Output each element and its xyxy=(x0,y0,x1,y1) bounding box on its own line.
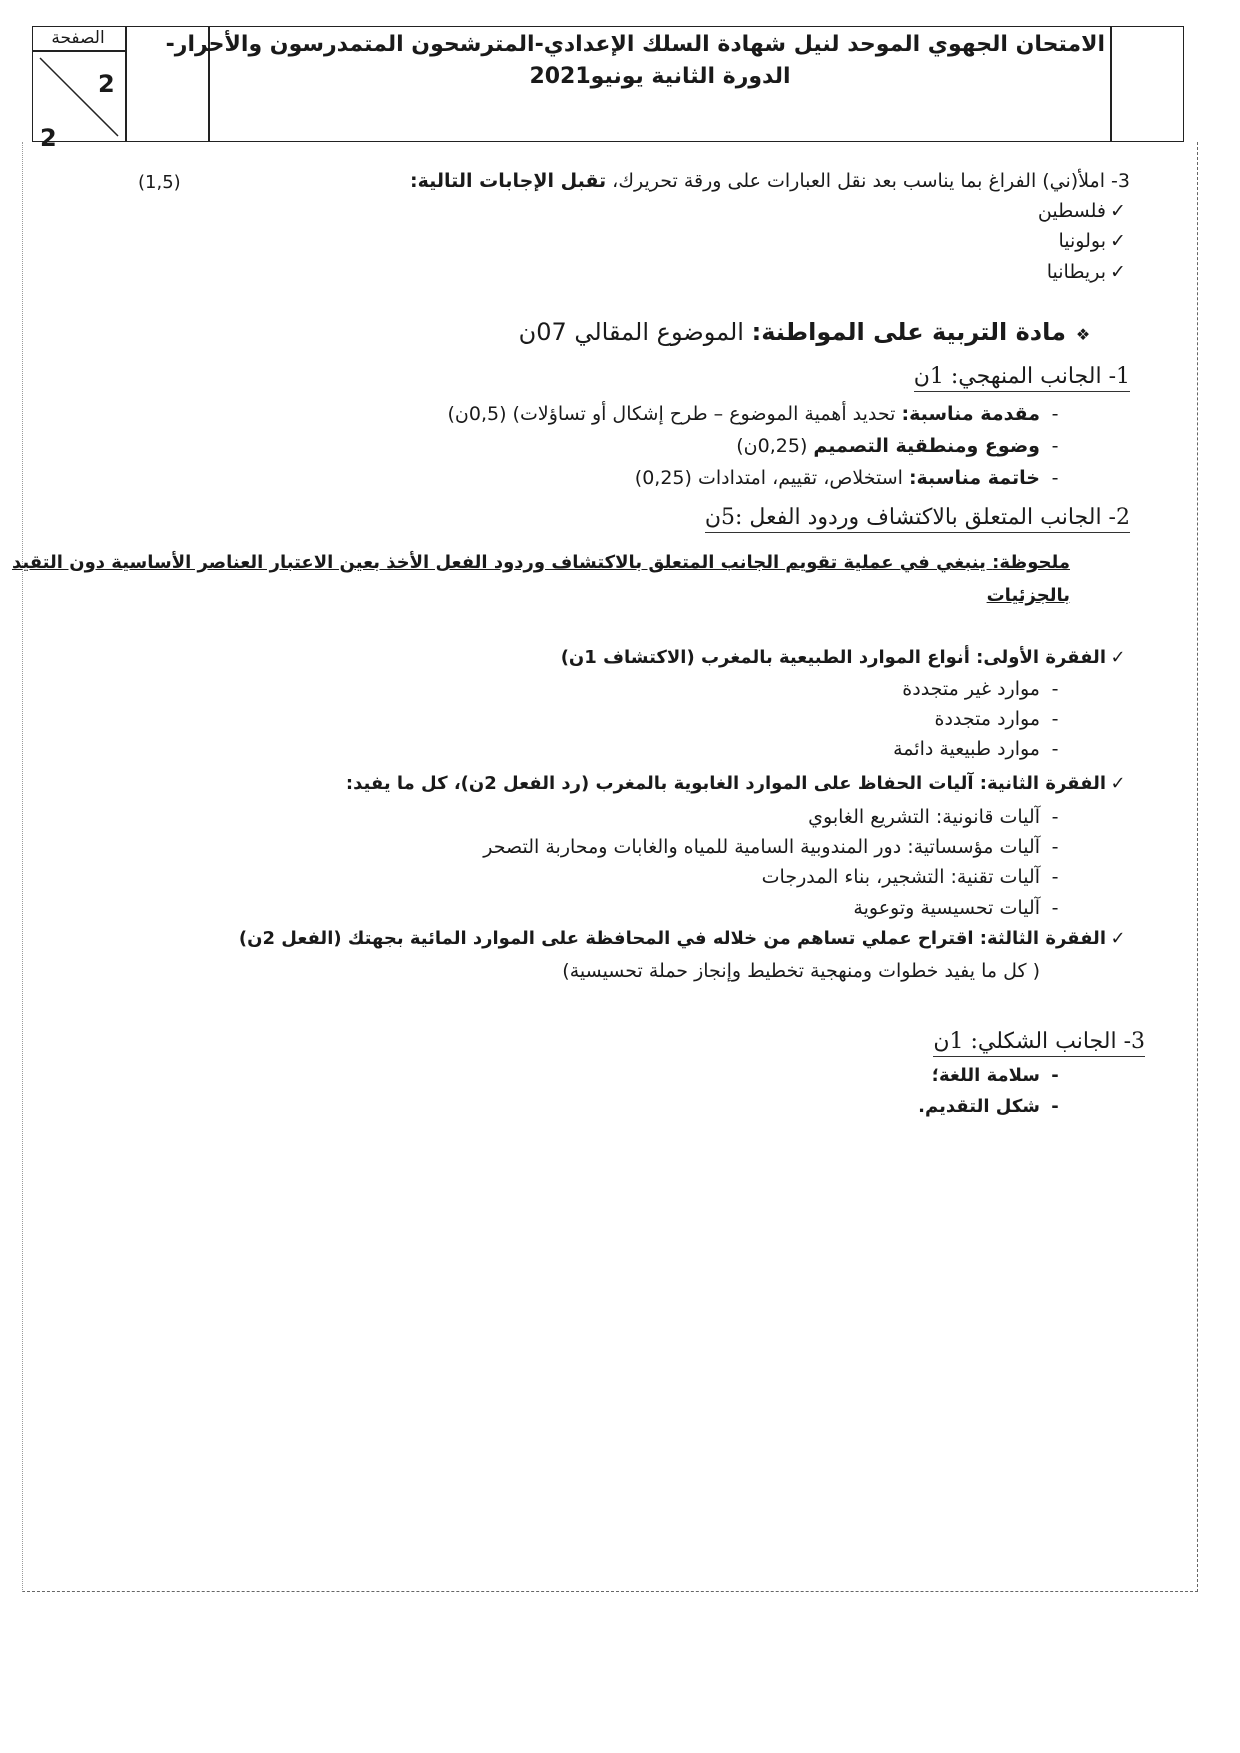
citizenship-title xyxy=(519,318,1100,346)
q3-instruction-bold: تقبل الإجابات التالية: xyxy=(409,170,607,192)
page-total-number: 2 xyxy=(40,124,57,152)
page-current-number: 2 xyxy=(98,70,115,98)
para2-item: -آليات تقنية: التشجير، بناء المدرجات xyxy=(761,866,1059,888)
formal-item: -سلامة اللغة؛ xyxy=(931,1065,1059,1086)
para2-title: ✓الفقرة الثانية: آليات الحفاظ على الموارد الغابوية بالمغرب (رد الفعل 2ن)، كل ما يفيد: xyxy=(346,773,1130,794)
methodology-heading: 1- الجانب المنهجي: 1ن xyxy=(914,364,1130,389)
q3-answer-item xyxy=(1047,261,1130,283)
check-icon: ✓ xyxy=(1110,230,1126,252)
para2-item: -آليات قانونية: التشريع الغابوي xyxy=(808,806,1059,828)
methodology-item: -وضوع ومنطقية التصميم (0,25ن) xyxy=(736,435,1059,457)
formal-heading: 3- الجانب الشكلي: 1ن xyxy=(933,1029,1145,1054)
para1-item: -موارد متجددة xyxy=(934,708,1059,730)
header-divider-right xyxy=(1110,26,1112,142)
para1-item: -موارد غير متجددة xyxy=(902,678,1059,700)
methodology-item: -مقدمة مناسبة: تحديد أهمية الموضوع – طرح إشكال أو تساؤلات) (0,5ن) xyxy=(447,403,1059,425)
note-line1: ينبغي في عملية تقويم الجانب المتعلق بالاكتشاف وردود الفعل الأخذ بعين الاعتبار العناصر الأساسية دون التقيد xyxy=(11,552,993,573)
q3-answer: بولونيا xyxy=(1058,230,1106,252)
note-label: ملحوظة: xyxy=(992,552,1070,573)
exam-session: الدورة الثانية يونيو2021 xyxy=(529,64,791,89)
para1-item: -موارد طبيعية دائمة xyxy=(893,738,1059,760)
para3-note: ( كل ما يفيد خطوات ومنهجية تخطيط وإنجاز حملة تحسيسية) xyxy=(562,960,1040,982)
q3-answer-item xyxy=(1058,230,1130,252)
page-box-divider xyxy=(32,50,126,52)
q3-answer-item xyxy=(1038,200,1130,222)
q3-answer: بريطانيا xyxy=(1046,261,1106,283)
header-divider-left xyxy=(125,26,127,142)
check-icon: ✓ xyxy=(1110,261,1126,283)
citizenship-title-bold: مادة التربية على المواطنة: xyxy=(751,318,1066,346)
page-label: الصفحة xyxy=(51,28,105,48)
check-icon: ✓ xyxy=(1110,773,1126,794)
methodology-item: -خاتمة مناسبة: استخلاص، تقييم، امتدادات (0,25) xyxy=(634,467,1059,489)
para2-item: -آليات مؤسساتية: دور المندوبية السامية للمياه والغابات ومحاربة التصحر xyxy=(483,836,1059,858)
exam-title: الامتحان الجهوي الموحد لنيل شهادة السلك الإعدادي-المترشحون المتمدرسون والأحرار- xyxy=(165,32,1105,57)
note-line2: بالجزئيات xyxy=(986,585,1070,606)
para1-title: ✓الفقرة الأولى: أنواع الموارد الطبيعية بالمغرب (الاكتشاف 1ن) xyxy=(561,647,1130,668)
q3-score: (1,5) xyxy=(138,172,181,193)
discovery-heading: 2- الجانب المتعلق بالاكتشاف وردود الفعل :5ن xyxy=(705,505,1130,530)
q3-answer: فلسطين xyxy=(1037,200,1106,222)
para3-title: ✓الفقرة الثالثة: اقتراح عملي تساهم من خلاله في المحافظة على الموارد المائية بجهتك (الفعل 2ن) xyxy=(239,928,1130,949)
diamond-bullet-icon: ❖ xyxy=(1075,325,1091,344)
discovery-note xyxy=(12,552,1070,573)
check-icon: ✓ xyxy=(1110,928,1126,949)
q3-instruction-text: 3- املأ(ني) الفراغ بما يناسب بعد نقل العبارات على ورقة تحريرك، xyxy=(606,170,1130,192)
citizenship-title-rest: الموضوع المقالي 07ن xyxy=(518,318,752,346)
check-icon: ✓ xyxy=(1110,200,1126,222)
check-icon: ✓ xyxy=(1110,647,1126,668)
para2-item: -آليات تحسيسية وتوعوية xyxy=(853,897,1059,919)
q3-instruction xyxy=(410,170,1130,192)
formal-item: -شكل التقديم. xyxy=(918,1096,1059,1117)
